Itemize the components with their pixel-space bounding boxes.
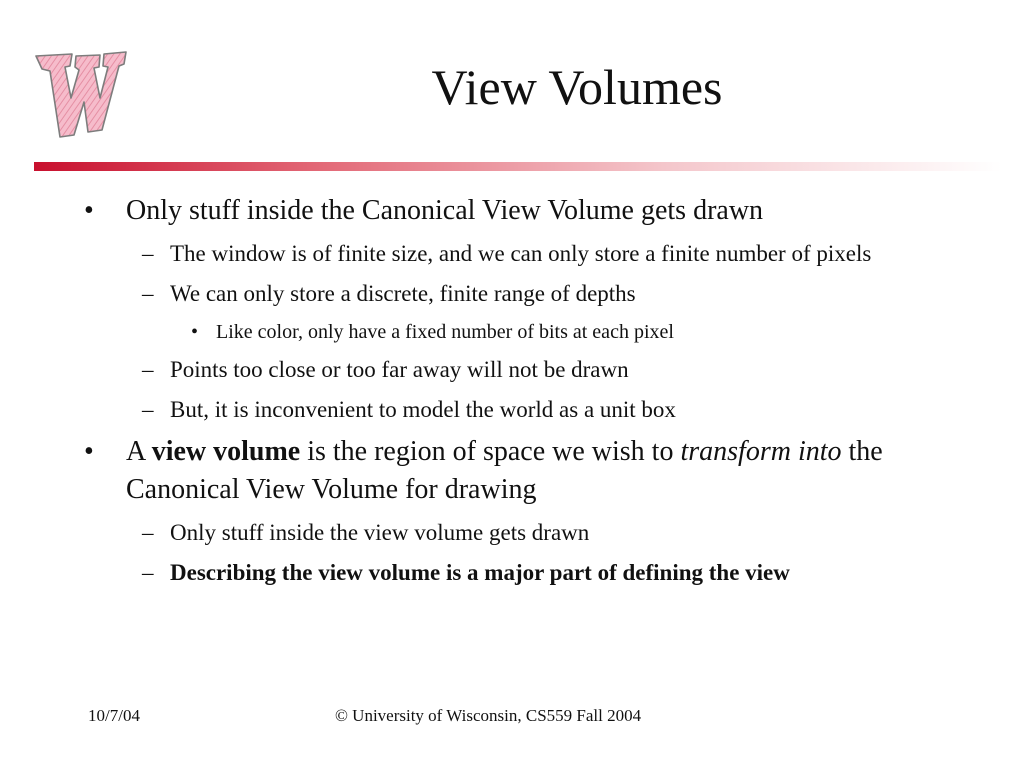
bullet-text: We can only store a discrete, finite range of depths: [170, 281, 636, 306]
list-item: [84, 192, 964, 230]
dash-marker: –: [142, 357, 154, 382]
bold-term: view volume: [151, 436, 301, 467]
bullet-text: Points too close or too far away will not be drawn: [170, 357, 629, 382]
list-item: [84, 353, 964, 387]
title-divider: [34, 162, 1002, 171]
bullet-text-part: A: [126, 436, 152, 467]
university-w-logo: [30, 42, 130, 142]
bullet-list: [84, 192, 964, 596]
bullet-text-part: the Canonical View Volume for drawing: [126, 436, 883, 505]
bullet-text: Only stuff inside the Canonical View Volume gets drawn: [126, 195, 764, 226]
list-item: [84, 433, 964, 509]
footer-date: 10/7/04: [88, 706, 140, 725]
bullet-text-bold: Describing the view volume is a major part of defining the view: [170, 560, 790, 585]
list-item: [84, 556, 964, 590]
list-item: [84, 277, 964, 311]
bullet-text: Only stuff inside the view volume gets drawn: [170, 520, 590, 545]
slide-title: View Volumes: [431, 59, 723, 115]
dash-marker: –: [142, 241, 154, 266]
list-item: [84, 237, 964, 271]
dash-marker: –: [142, 520, 154, 545]
bullet-text: Like color, only have a fixed number of bits at each pixel: [216, 321, 674, 343]
bullet-text: The window is of finite size, and we can only store a finite number of pixels: [170, 241, 872, 266]
bullet-text: But, it is inconvenient to model the world as a unit box: [170, 397, 676, 422]
list-item: [84, 317, 964, 347]
footer-copyright: © University of Wisconsin, CS559 Fall 2004: [335, 706, 642, 725]
bullet-marker: •: [191, 321, 199, 343]
bullet-marker: •: [84, 436, 94, 467]
bullet-marker: •: [84, 195, 94, 226]
bullet-text-part: is the region of space we wish to: [300, 436, 681, 467]
list-item: [84, 516, 964, 550]
dash-marker: –: [142, 281, 154, 306]
italic-term: transform into: [680, 436, 842, 467]
dash-marker: –: [142, 397, 154, 422]
list-item: [84, 393, 964, 427]
dash-marker: –: [142, 560, 154, 585]
